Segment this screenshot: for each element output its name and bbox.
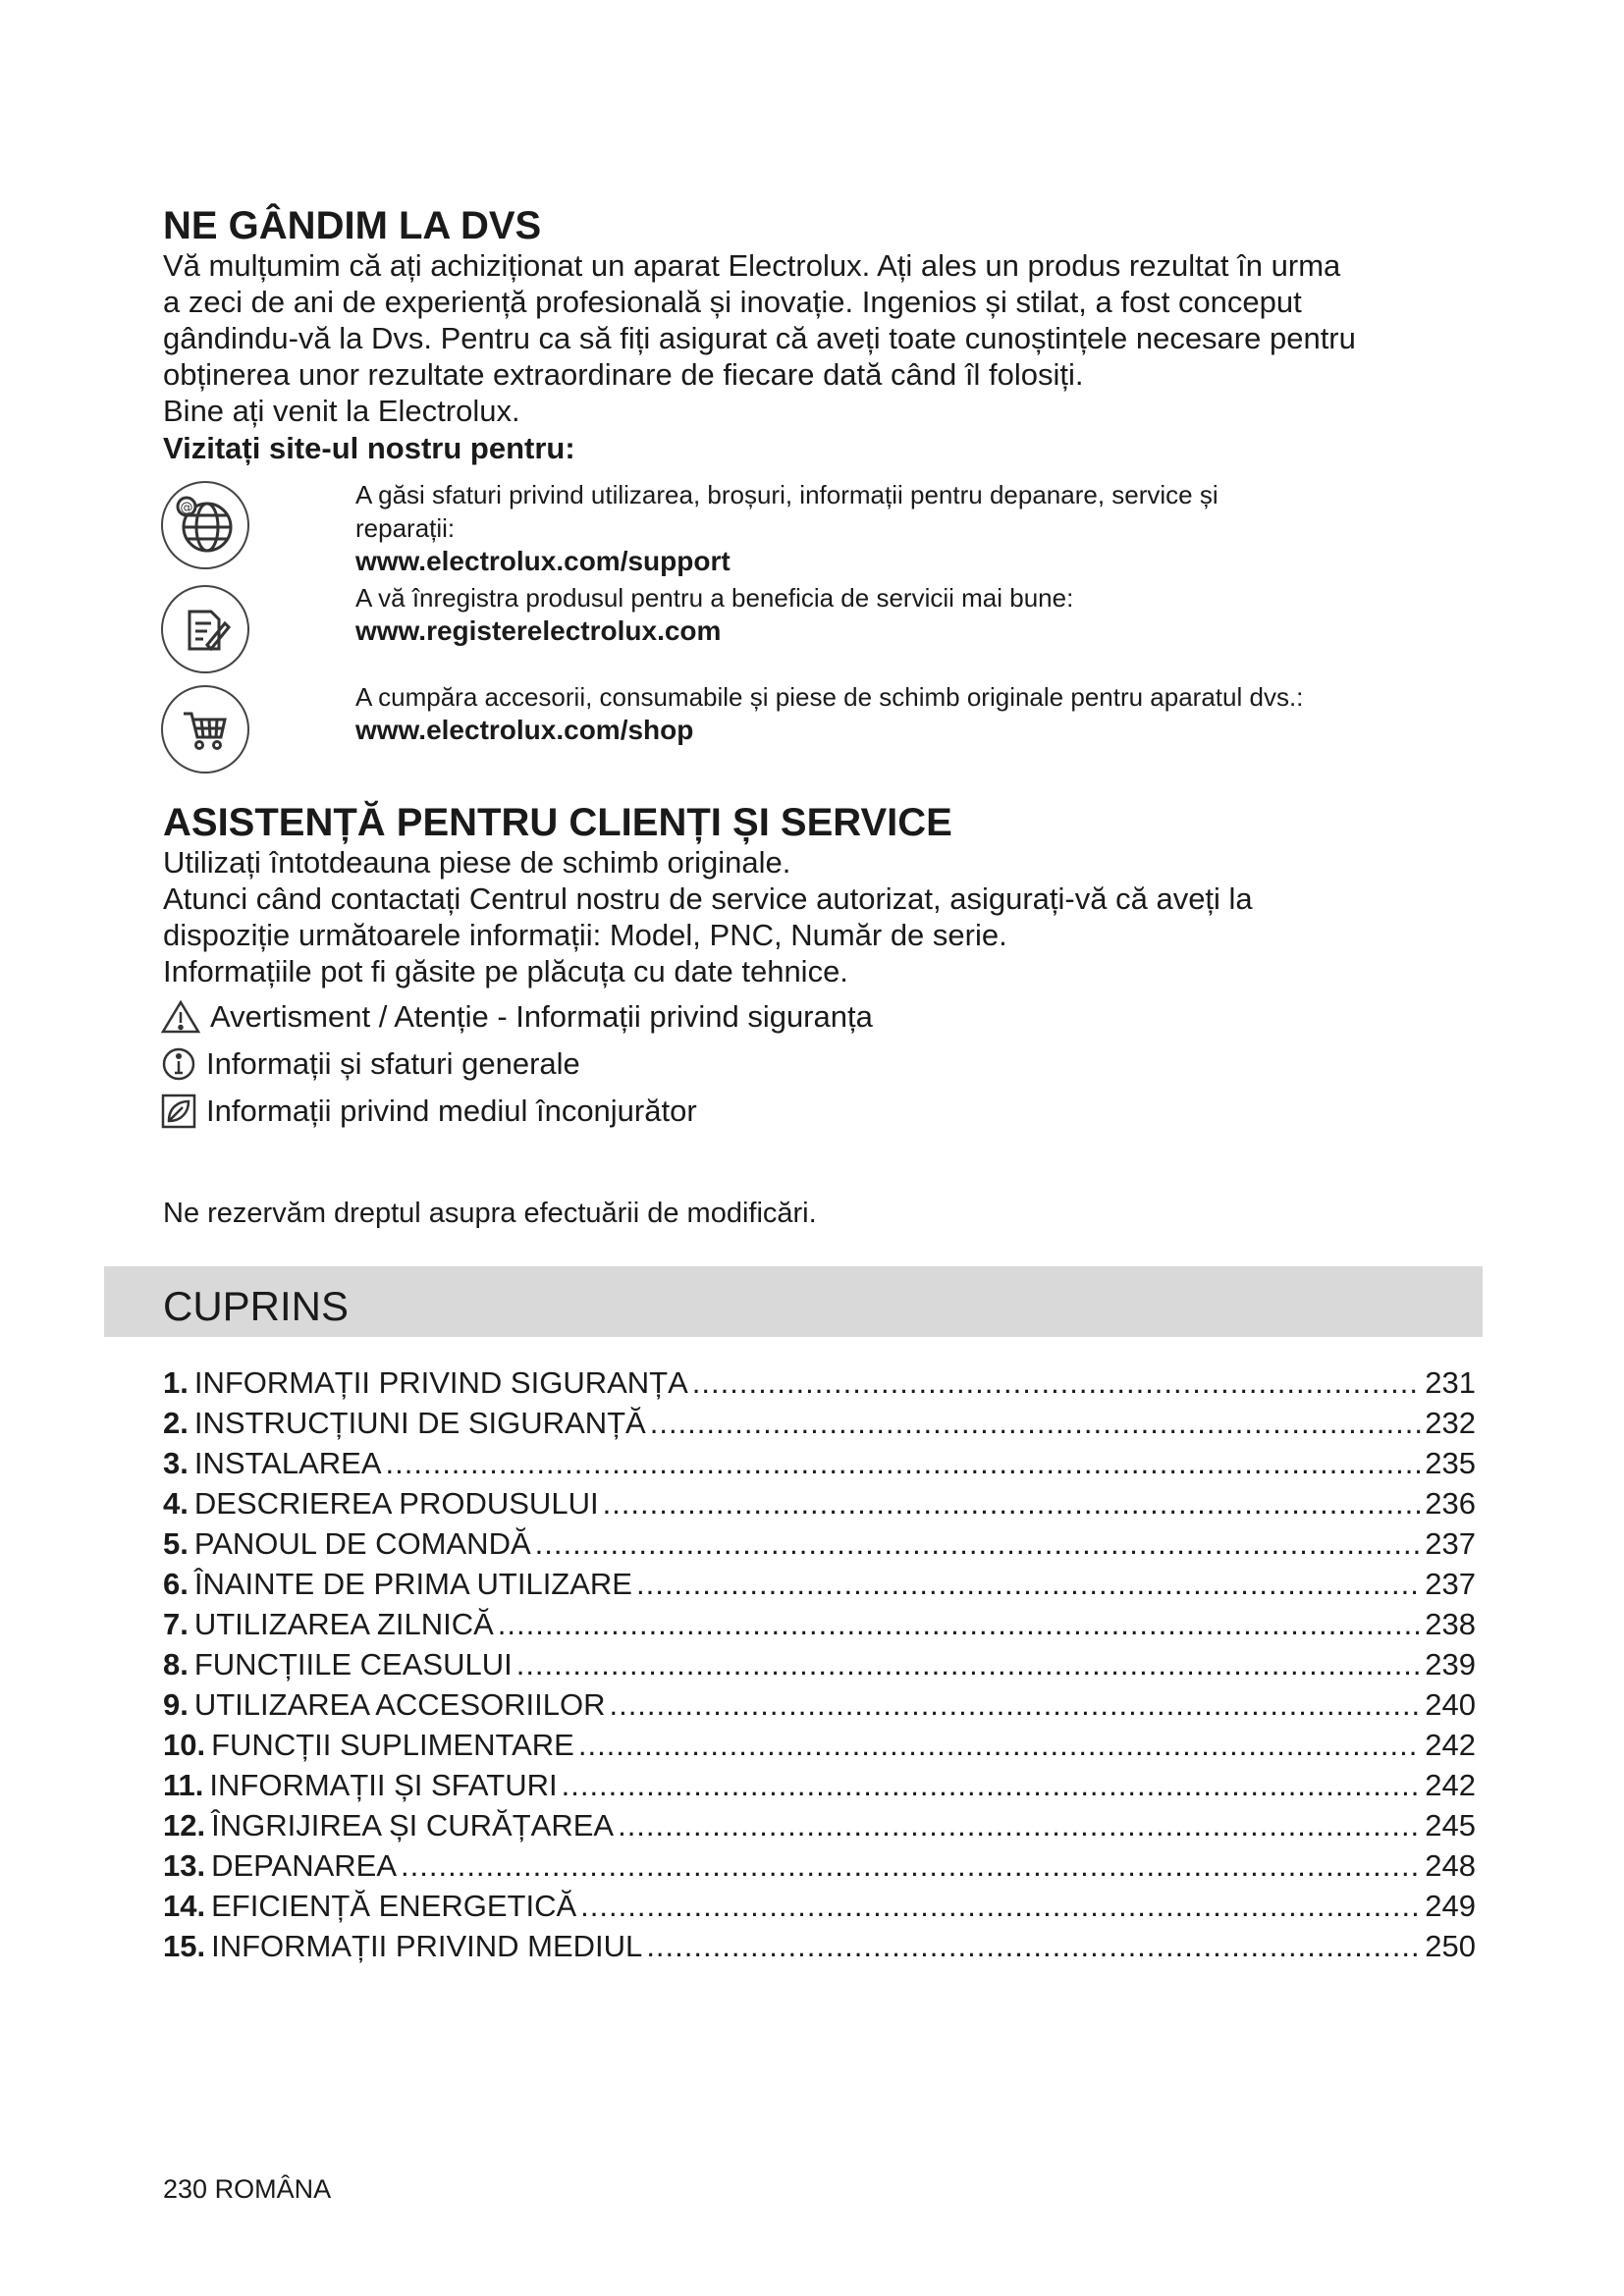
toc-label: DEPANAREA [211, 1848, 398, 1883]
intro-line: gândindu-vă la Dvs. Pentru ca să fiți asigurat că aveți toate cunoștințele necesare pentru [163, 321, 1356, 355]
toc-number: 14. [163, 1889, 206, 1923]
toc-label: UTILIZAREA ZILNICĂ [193, 1607, 494, 1641]
toc-number: 4. [163, 1486, 189, 1521]
toc-item[interactable] [163, 1886, 1476, 1926]
intro-paragraph [163, 247, 1356, 429]
legend-warning [161, 999, 873, 1035]
register-url[interactable]: www.registerelectrolux.com [355, 615, 722, 646]
toc-label: UTILIZAREA ACCESORIILOR [193, 1687, 606, 1722]
toc-item[interactable] [163, 1725, 1476, 1765]
warning-icon [161, 999, 200, 1035]
toc-number: 12. [163, 1808, 206, 1842]
link-description: A cumpăra accesorii, consumabile și piese de schimb originale pentru aparatul dvs.: [355, 682, 1304, 712]
support-heading: ASISTENȚĂ PENTRU CLIENȚI ȘI SERVICE [163, 801, 952, 844]
globe-icon [161, 481, 249, 569]
toc-page: 236 [1425, 1486, 1476, 1521]
toc-label: FUNCȚIILE CEASULUI [193, 1647, 513, 1682]
link-description: reparații: [355, 513, 456, 543]
toc-page: 240 [1425, 1687, 1476, 1722]
toc-number: 2. [163, 1406, 189, 1440]
toc-item[interactable] [163, 1805, 1476, 1845]
toc-item[interactable] [163, 1564, 1476, 1604]
toc-number: 15. [163, 1929, 206, 1963]
toc-item[interactable] [163, 1362, 1476, 1403]
toc-item[interactable] [163, 1765, 1476, 1805]
toc-label: ÎNAINTE DE PRIMA UTILIZARE [193, 1567, 632, 1601]
toc-page: 245 [1425, 1808, 1476, 1842]
disclaimer: Ne rezervăm dreptul asupra efectuării de modificări. [163, 1198, 817, 1229]
support-line: dispoziție următoarele informații: Model, PNC, Număr de serie. [163, 918, 1007, 952]
footer-language: ROMÂNA [214, 2174, 332, 2204]
shopping-cart-icon [161, 685, 249, 774]
toc-item[interactable] [163, 1684, 1476, 1725]
toc-item[interactable] [163, 1523, 1476, 1564]
toc-page: 239 [1425, 1647, 1476, 1682]
toc-label: ÎNGRIJIREA ȘI CURĂȚAREA [211, 1808, 615, 1842]
toc-label: INFORMAȚII PRIVIND MEDIUL [211, 1929, 643, 1963]
support-url[interactable]: www.electrolux.com/support [355, 546, 731, 576]
support-line: Informațiile pot fi găsite pe plăcuța cu date tehnice. [163, 954, 848, 988]
toc-item[interactable] [163, 1483, 1476, 1523]
toc-page: 250 [1425, 1929, 1476, 1963]
support-line: Utilizați întotdeauna piese de schimb originale. [163, 845, 791, 880]
intro-line: Bine ați venit la Electrolux. [163, 394, 520, 428]
link-description: A vă înregistra produsul pentru a beneficia de servicii mai bune: [355, 583, 1074, 613]
intro-line: obținerea unor rezultate extraordinare de fiecare dată când îl folosiți. [163, 357, 1084, 392]
toc-label: FUNCȚII SUPLIMENTARE [211, 1728, 574, 1762]
toc-page: 237 [1425, 1526, 1476, 1561]
toc-label: INSTALAREA [193, 1446, 382, 1480]
link-description: A găsi sfaturi privind utilizarea, broșuri, informații pentru depanare, service și [355, 480, 1218, 509]
toc-number: 13. [163, 1848, 206, 1883]
link-support [355, 478, 1218, 578]
toc-page: 242 [1425, 1768, 1476, 1802]
toc-label: INFORMAȚII PRIVIND SIGURANȚA [193, 1365, 688, 1400]
info-icon [161, 1046, 196, 1082]
link-register [355, 581, 1073, 648]
toc-item[interactable] [163, 1926, 1476, 1966]
legend-text: Informații privind mediul înconjurător [206, 1094, 697, 1128]
toc-page: 242 [1425, 1728, 1476, 1762]
toc-number: 3. [163, 1446, 189, 1480]
toc-number: 11. [163, 1768, 204, 1802]
page-number: 230 [163, 2174, 208, 2204]
toc-page: 238 [1425, 1607, 1476, 1641]
toc-page: 237 [1425, 1567, 1476, 1601]
toc-page: 232 [1425, 1406, 1476, 1440]
support-line: Atunci când contactați Centrul nostru de service autorizat, asigurați-vă că aveți la [163, 881, 1253, 916]
toc-item[interactable] [163, 1604, 1476, 1644]
toc-page: 231 [1425, 1365, 1476, 1400]
page-footer [163, 2174, 331, 2205]
legend-text: Informații și sfaturi generale [206, 1046, 580, 1081]
intro-line: Vă mulțumim că ați achiziționat un aparat Electrolux. Ați ales un produs rezultat în urma [163, 248, 1341, 283]
toc-number: 1. [163, 1365, 189, 1400]
toc-number: 7. [163, 1607, 189, 1641]
legend-info [161, 1046, 580, 1082]
legend-text: Avertisment / Atenție - Informații privind siguranța [210, 999, 873, 1034]
toc-item[interactable] [163, 1443, 1476, 1483]
toc-item[interactable] [163, 1845, 1476, 1886]
toc-item[interactable] [163, 1644, 1476, 1684]
toc-number: 10. [163, 1728, 206, 1762]
toc-number: 5. [163, 1526, 189, 1561]
toc-label: DESCRIEREA PRODUSULUI [193, 1486, 599, 1521]
toc-page: 248 [1425, 1848, 1476, 1883]
link-shop [355, 680, 1303, 747]
toc-label: PANOUL DE COMANDĂ [193, 1526, 531, 1561]
toc-item[interactable] [163, 1403, 1476, 1443]
table-of-contents [163, 1362, 1476, 1966]
toc-page: 235 [1425, 1446, 1476, 1480]
support-paragraph [163, 844, 1253, 989]
toc-number: 8. [163, 1647, 189, 1682]
intro-heading: NE GÂNDIM LA DVS [163, 204, 542, 247]
toc-number: 9. [163, 1687, 189, 1722]
register-icon [161, 585, 249, 673]
leaf-icon [161, 1094, 196, 1129]
legend-environment [161, 1094, 697, 1129]
intro-line: a zeci de ani de experiență profesională și inovație. Ingenios și stilat, a fost conceput [163, 285, 1302, 319]
toc-page: 249 [1425, 1889, 1476, 1923]
toc-number: 6. [163, 1567, 189, 1601]
toc-label: INFORMAȚII ȘI SFATURI [209, 1768, 558, 1802]
toc-label: EFICIENȚĂ ENERGETICĂ [211, 1889, 577, 1923]
toc-title: CUPRINS [163, 1283, 350, 1329]
svg-text:@: @ [180, 501, 193, 515]
shop-url[interactable]: www.electrolux.com/shop [355, 715, 694, 745]
toc-label: INSTRUCȚIUNI DE SIGURANȚĂ [193, 1406, 646, 1440]
visit-label: Vizitați site-ul nostru pentru: [163, 431, 575, 465]
